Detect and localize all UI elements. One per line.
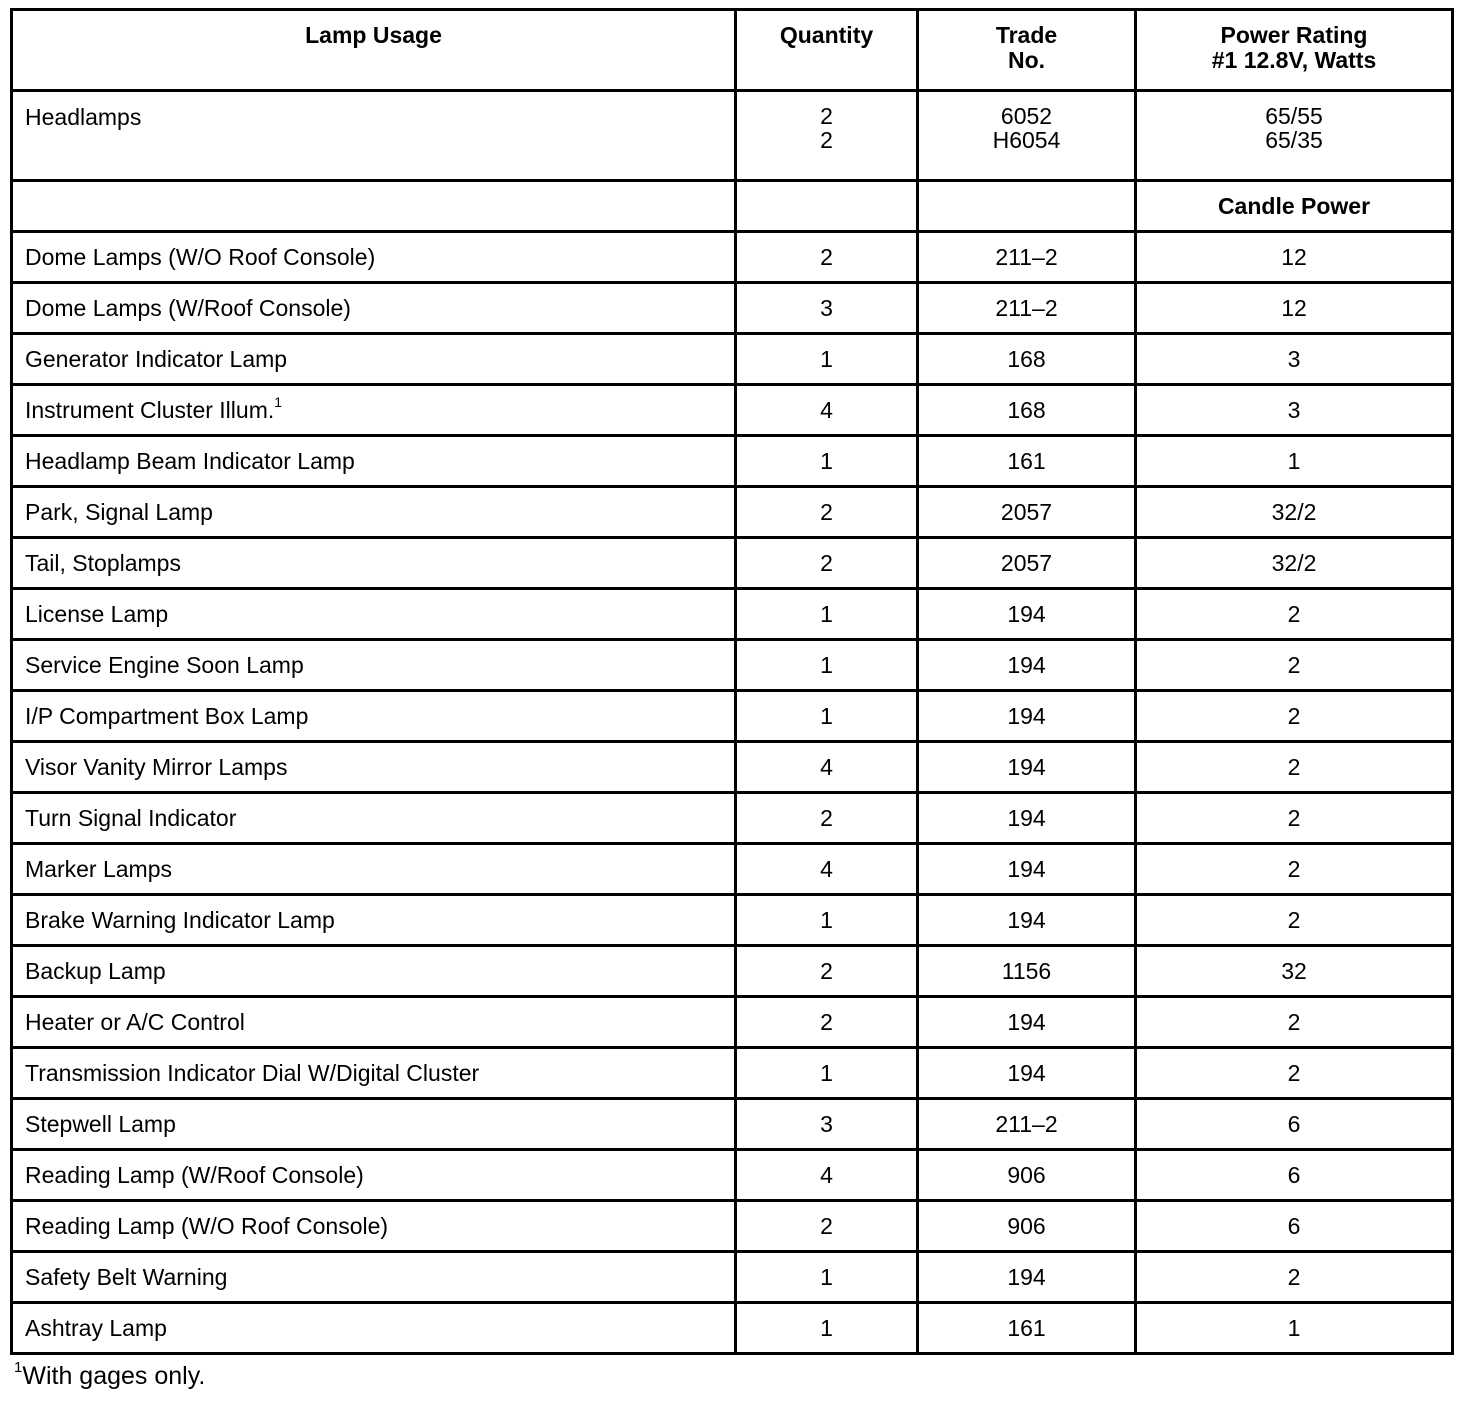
rating-cell: 2	[1136, 640, 1453, 691]
rating-cell: 3	[1136, 334, 1453, 385]
quantity-cell: 1	[736, 640, 918, 691]
lamp-usage-cell	[12, 1150, 736, 1201]
lamp-usage-cell	[12, 487, 736, 538]
table-row	[12, 436, 1453, 487]
lamp-usage-cell	[12, 1201, 736, 1252]
lamp-usage-text: I/P Compartment Box Lamp	[25, 702, 309, 729]
quantity-cell: 2	[736, 232, 918, 283]
trade-no-cell: 211–2	[918, 232, 1136, 283]
lamp-usage-text: Reading Lamp (W/Roof Console)	[25, 1161, 364, 1188]
lamp-usage-cell	[12, 742, 736, 793]
rating-cell: 2	[1136, 742, 1453, 793]
trade-no-cell: 906	[918, 1150, 1136, 1201]
lamp-usage-cell	[12, 640, 736, 691]
trade-no-cell: 2057	[918, 487, 1136, 538]
lamp-usage-text: Instrument Cluster Illum.	[25, 396, 275, 423]
lamp-usage-cell	[12, 691, 736, 742]
trade-no-cell: 194	[918, 1252, 1136, 1303]
trade-no-cell: 194	[918, 844, 1136, 895]
trade-no-cell: 194	[918, 691, 1136, 742]
subheader-empty-cell	[918, 181, 1136, 232]
quantity-cell: 2	[736, 997, 918, 1048]
rating-cell: 2	[1136, 691, 1453, 742]
table-row	[12, 844, 1453, 895]
lamp-usage-text: Park, Signal Lamp	[25, 498, 213, 525]
lamp-usage-text: Generator Indicator Lamp	[25, 345, 288, 372]
header-power-line1: Power Rating	[1220, 22, 1368, 48]
rating-cell: 2	[1136, 1048, 1453, 1099]
quantity-cell: 2	[736, 487, 918, 538]
lamp-usage-text: Turn Signal Indicator	[25, 804, 237, 831]
quantity-cell: 4	[736, 385, 918, 436]
table-row	[12, 895, 1453, 946]
header-power-rating	[1136, 10, 1453, 91]
lamp-usage-text: Heater or A/C Control	[25, 1008, 245, 1035]
table-row	[12, 589, 1453, 640]
headlamps-name: Headlamps	[12, 91, 736, 181]
lamp-usage-cell	[12, 1048, 736, 1099]
lamp-usage-text: Reading Lamp (W/O Roof Console)	[25, 1212, 389, 1239]
trade-no-cell: 194	[918, 1048, 1136, 1099]
quantity-cell: 1	[736, 1048, 918, 1099]
rating-cell: 6	[1136, 1150, 1453, 1201]
headlamps-trade-no-1: 6052	[1000, 103, 1053, 129]
headlamps-trade-no-2: H6054	[992, 127, 1061, 153]
lamp-usage-text: Dome Lamps (W/O Roof Console)	[25, 243, 376, 270]
rating-cell: 2	[1136, 589, 1453, 640]
header-power-line2: #1 12.8V, Watts	[1211, 47, 1377, 73]
quantity-cell: 1	[736, 691, 918, 742]
lamp-table-container	[10, 8, 1451, 1355]
lamp-usage-cell	[12, 283, 736, 334]
lamp-usage-text: Visor Vanity Mirror Lamps	[25, 753, 288, 780]
trade-no-cell: 194	[918, 640, 1136, 691]
rating-cell: 12	[1136, 232, 1453, 283]
headlamps-quantity-1: 2	[820, 103, 833, 129]
lamp-usage-text: Transmission Indicator Dial W/Digital Cluster	[25, 1059, 480, 1086]
lamp-usage-cell	[12, 1099, 736, 1150]
lamp-usage-cell	[12, 1303, 736, 1354]
lamp-specification-table	[10, 8, 1454, 1355]
rating-cell: 32	[1136, 946, 1453, 997]
table-row	[12, 1048, 1453, 1099]
lamp-usage-cell	[12, 946, 736, 997]
quantity-cell: 2	[736, 946, 918, 997]
subheader-candle-power: Candle Power	[1136, 181, 1453, 232]
lamp-usage-text: Brake Warning Indicator Lamp	[25, 906, 335, 933]
table-row-headlamps	[12, 91, 1453, 181]
rating-cell: 3	[1136, 385, 1453, 436]
table-row	[12, 640, 1453, 691]
table-row	[12, 691, 1453, 742]
trade-no-cell: 194	[918, 793, 1136, 844]
trade-no-cell: 211–2	[918, 283, 1136, 334]
lamp-usage-cell	[12, 997, 736, 1048]
rating-cell: 6	[1136, 1201, 1453, 1252]
trade-no-cell: 194	[918, 895, 1136, 946]
rating-cell: 1	[1136, 1303, 1453, 1354]
lamp-usage-text: Safety Belt Warning	[25, 1263, 228, 1290]
table-row	[12, 1201, 1453, 1252]
header-trade-line1: Trade	[995, 22, 1058, 48]
lamp-usage-cell	[12, 793, 736, 844]
quantity-cell: 2	[736, 793, 918, 844]
lamp-usage-cell	[12, 895, 736, 946]
lamp-usage-text: Headlamp Beam Indicator Lamp	[25, 447, 355, 474]
rating-cell: 2	[1136, 997, 1453, 1048]
lamp-usage-cell	[12, 385, 736, 436]
quantity-cell: 3	[736, 283, 918, 334]
rating-cell: 2	[1136, 895, 1453, 946]
table-row	[12, 487, 1453, 538]
lamp-usage-cell	[12, 589, 736, 640]
lamp-usage-text: Stepwell Lamp	[25, 1110, 176, 1137]
candle-power-subheader-row	[12, 181, 1453, 232]
footnote-reference: 1	[274, 393, 283, 410]
lamp-usage-cell	[12, 232, 736, 283]
headlamps-power	[1136, 91, 1453, 181]
quantity-cell: 1	[736, 436, 918, 487]
quantity-cell: 4	[736, 844, 918, 895]
table-row	[12, 1303, 1453, 1354]
headlamps-power-2: 65/35	[1265, 127, 1323, 153]
rating-cell: 6	[1136, 1099, 1453, 1150]
lamp-usage-cell	[12, 1252, 736, 1303]
quantity-cell: 2	[736, 538, 918, 589]
trade-no-cell: 168	[918, 385, 1136, 436]
quantity-cell: 1	[736, 1252, 918, 1303]
trade-no-cell: 1156	[918, 946, 1136, 997]
table-row	[12, 283, 1453, 334]
subheader-empty-cell	[736, 181, 918, 232]
table-row	[12, 1099, 1453, 1150]
footnote-marker: 1	[14, 1358, 23, 1376]
table-row	[12, 793, 1453, 844]
rating-cell: 32/2	[1136, 538, 1453, 589]
footnote-text: With gages only.	[22, 1362, 206, 1390]
lamp-usage-text: Dome Lamps (W/Roof Console)	[25, 294, 351, 321]
footnote	[14, 1358, 206, 1390]
headlamps-quantity	[736, 91, 918, 181]
quantity-cell: 1	[736, 1303, 918, 1354]
headlamps-power-1: 65/55	[1265, 103, 1323, 129]
table-row	[12, 334, 1453, 385]
header-trade-no	[918, 10, 1136, 91]
table-row	[12, 385, 1453, 436]
trade-no-cell: 194	[918, 997, 1136, 1048]
quantity-cell: 1	[736, 895, 918, 946]
rating-cell: 32/2	[1136, 487, 1453, 538]
quantity-cell: 4	[736, 1150, 918, 1201]
table-row	[12, 538, 1453, 589]
lamp-usage-text: Marker Lamps	[25, 855, 172, 882]
lamp-usage-text: Ashtray Lamp	[25, 1314, 167, 1341]
lamp-usage-cell	[12, 844, 736, 895]
rating-cell: 2	[1136, 844, 1453, 895]
quantity-cell: 3	[736, 1099, 918, 1150]
table-row	[12, 232, 1453, 283]
lamp-usage-text: Service Engine Soon Lamp	[25, 651, 304, 678]
quantity-cell: 1	[736, 334, 918, 385]
quantity-cell: 2	[736, 1201, 918, 1252]
lamp-usage-cell	[12, 436, 736, 487]
lamp-usage-cell	[12, 334, 736, 385]
trade-no-cell: 194	[918, 589, 1136, 640]
quantity-cell: 4	[736, 742, 918, 793]
rating-cell: 2	[1136, 793, 1453, 844]
lamp-usage-text: License Lamp	[25, 600, 169, 627]
headlamps-quantity-2: 2	[820, 127, 833, 153]
trade-no-cell: 906	[918, 1201, 1136, 1252]
lamp-usage-text: Tail, Stoplamps	[25, 549, 181, 576]
table-row	[12, 742, 1453, 793]
lamp-usage-cell	[12, 538, 736, 589]
table-row	[12, 1252, 1453, 1303]
header-lamp-usage: Lamp Usage	[12, 10, 736, 91]
trade-no-cell: 2057	[918, 538, 1136, 589]
trade-no-cell: 161	[918, 1303, 1136, 1354]
table-header-row	[12, 10, 1453, 91]
trade-no-cell: 168	[918, 334, 1136, 385]
rating-cell: 1	[1136, 436, 1453, 487]
quantity-cell: 1	[736, 589, 918, 640]
table-row	[12, 997, 1453, 1048]
lamp-usage-text: Backup Lamp	[25, 957, 166, 984]
trade-no-cell: 194	[918, 742, 1136, 793]
rating-cell: 2	[1136, 1252, 1453, 1303]
rating-cell: 12	[1136, 283, 1453, 334]
header-quantity: Quantity	[736, 10, 918, 91]
table-row	[12, 1150, 1453, 1201]
subheader-empty-cell	[12, 181, 736, 232]
trade-no-cell: 161	[918, 436, 1136, 487]
table-row	[12, 946, 1453, 997]
trade-no-cell: 211–2	[918, 1099, 1136, 1150]
headlamps-trade-no	[918, 91, 1136, 181]
header-trade-line2: No.	[1007, 47, 1046, 73]
